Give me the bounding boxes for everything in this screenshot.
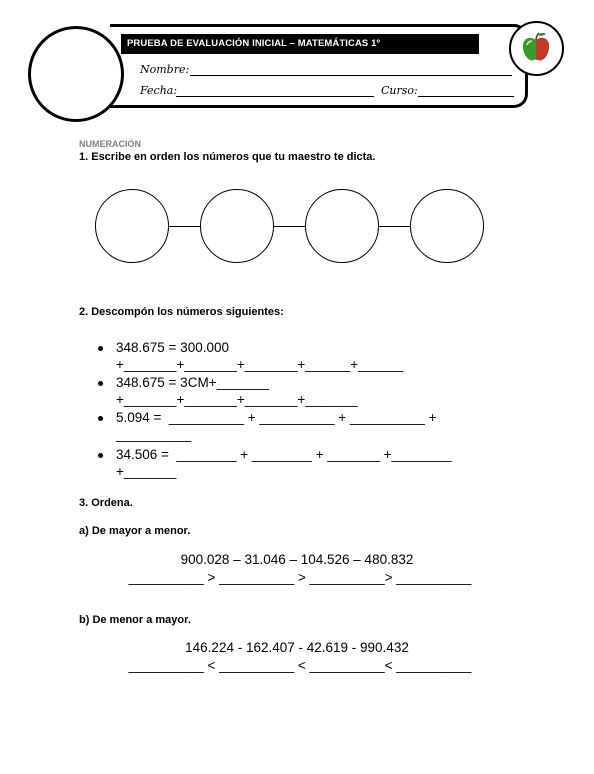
question-3: 3. Ordena. bbox=[79, 497, 133, 509]
numbers-a: 900.028 – 31.046 – 104.526 – 480.832 bbox=[180, 552, 414, 567]
course-label: Curso: bbox=[381, 84, 418, 97]
connector-line bbox=[274, 226, 305, 227]
answer-line-a[interactable]: __________ > __________ > __________> __________ bbox=[128, 570, 472, 585]
question-2: 2. Descompón los números siguientes: bbox=[79, 306, 284, 318]
list-item-line[interactable]: +_______+_______+_______+_______ bbox=[116, 392, 358, 407]
list-item-line[interactable]: +_______ bbox=[116, 464, 177, 479]
header-title: PRUEBA DE EVALUACIÓN INICIAL – MATEMÁTICAS 1º bbox=[121, 34, 479, 54]
number-circle-4[interactable] bbox=[410, 189, 484, 263]
number-circle-3[interactable] bbox=[305, 189, 379, 263]
number-circle-2[interactable] bbox=[200, 189, 274, 263]
bullet bbox=[98, 346, 103, 351]
list-item-line: 348.675 = 300.000 bbox=[116, 340, 229, 355]
numbers-b: 146.224 - 162.407 - 42.619 - 990.432 bbox=[185, 640, 409, 655]
subquestion-b: b) De menor a mayor. bbox=[79, 614, 191, 626]
apple-icon bbox=[511, 23, 561, 73]
subquestion-a: a) De mayor a menor. bbox=[79, 525, 191, 537]
connector-line bbox=[169, 226, 200, 227]
answer-line-b[interactable]: __________ < __________ < __________< __________ bbox=[128, 658, 472, 673]
date-label: Fecha: bbox=[140, 84, 178, 97]
date-field[interactable] bbox=[176, 96, 374, 97]
number-circle-1[interactable] bbox=[95, 189, 169, 263]
connector-line bbox=[379, 226, 410, 227]
question-1: 1. Escribe en orden los números que tu maestro te dicta. bbox=[79, 151, 376, 163]
list-item-line[interactable]: 34.506 = ________ + ________ + _______ +________ bbox=[116, 447, 452, 462]
bullet bbox=[98, 453, 103, 458]
list-item-line[interactable]: 348.675 = 3CM+_______ bbox=[116, 375, 270, 390]
logo-circle bbox=[509, 21, 564, 76]
bullet bbox=[98, 416, 103, 421]
list-item-line[interactable]: +_______+_______+_______+______+______ bbox=[116, 357, 404, 372]
list-item-line[interactable]: __________ bbox=[116, 427, 192, 442]
section-label: NUMERACIÓN bbox=[79, 139, 141, 149]
name-label: Nombre: bbox=[140, 63, 190, 76]
photo-circle bbox=[28, 26, 124, 122]
name-field[interactable] bbox=[190, 75, 512, 76]
list-item-line[interactable]: 5.094 = __________ + __________ + __________ + bbox=[116, 410, 437, 425]
course-field[interactable] bbox=[418, 96, 514, 97]
bullet bbox=[98, 381, 103, 386]
